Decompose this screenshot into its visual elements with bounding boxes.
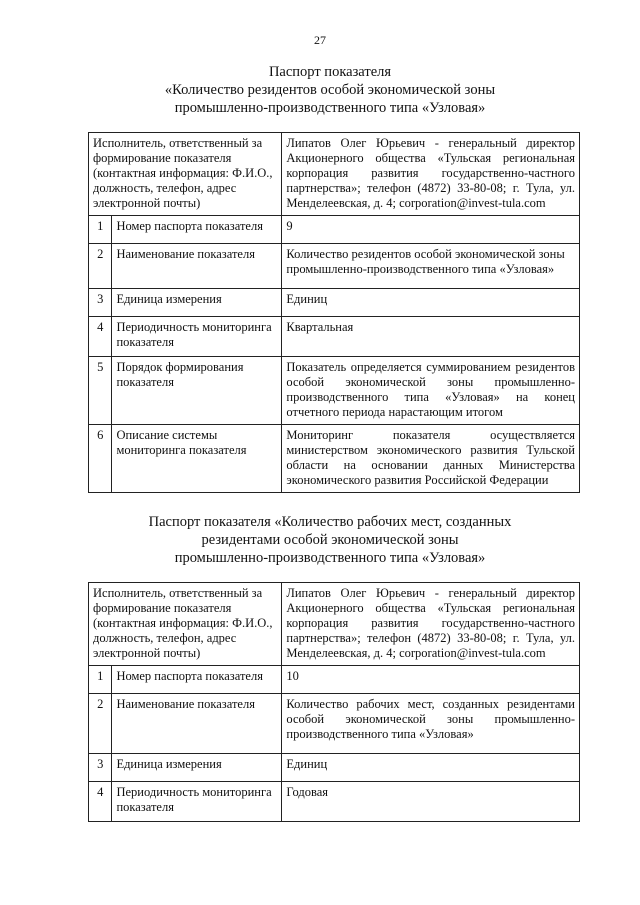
row-label: Порядок формирования показателя [112, 357, 282, 425]
title-line: Паспорт показателя «Количество рабочих мест, созданных [148, 514, 512, 530]
row-number: 2 [89, 694, 112, 754]
table-row [89, 754, 580, 782]
executor-value: Липатов Олег Юрьевич - генеральный директор Акционерного общества «Тульская региональная корпорация развития государственно-частного партнерства»; телефон (4872) 33-80-08; г. Тула, ул. Менделеевская, д. 4; corporation@invest-tula.com [282, 133, 580, 216]
row-label: Описание системы мониторинга показателя [112, 425, 282, 493]
row-number: 3 [89, 754, 112, 782]
row-value: Количество рабочих мест, созданных резидентами особой экономической зоны промышленно-производственного типа «Узловая» [282, 694, 580, 754]
row-label: Номер паспорта показателя [112, 216, 282, 244]
row-label: Периодичность мониторинга показателя [112, 317, 282, 357]
title-line: промышленно-производственного типа «Узловая» [174, 100, 486, 116]
row-value: Годовая [282, 782, 580, 822]
table-row [89, 216, 580, 244]
table-row [89, 317, 580, 357]
title-line: «Количество резидентов особой экономической зоны [164, 82, 496, 98]
row-label: Единица измерения [112, 754, 282, 782]
table-row [89, 133, 580, 216]
row-label: Номер паспорта показателя [112, 666, 282, 694]
table-row [89, 694, 580, 754]
executor-label: Исполнитель, ответственный за формирование показателя (контактная информация: Ф.И.О., должность, телефон, адрес электронной почты) [89, 133, 282, 216]
row-number: 3 [89, 289, 112, 317]
row-number: 1 [89, 666, 112, 694]
page-number: 27 [314, 33, 326, 47]
executor-value: Липатов Олег Юрьевич - генеральный директор Акционерного общества «Тульская региональная корпорация развития государственно-частного партнерства»; телефон (4872) 33-80-08; г. Тула, ул. Менделеевская, д. 4; corporation@invest-tula.com [282, 583, 580, 666]
row-label: Наименование показателя [112, 694, 282, 754]
row-value: Единиц [282, 289, 580, 317]
row-value: 10 [282, 666, 580, 694]
row-value: Квартальная [282, 317, 580, 357]
passport-title [80, 63, 580, 117]
row-number: 1 [89, 216, 112, 244]
row-label: Единица измерения [112, 289, 282, 317]
table-row [89, 782, 580, 822]
table-row [89, 357, 580, 425]
row-number: 4 [89, 317, 112, 357]
executor-label: Исполнитель, ответственный за формирование показателя (контактная информация: Ф.И.О., должность, телефон, адрес электронной почты) [89, 583, 282, 666]
table-row [89, 583, 580, 666]
passport-table [88, 582, 580, 822]
title-line: Паспорт показателя [268, 64, 392, 80]
row-value: Количество резидентов особой экономической зоны промышленно-производственного типа «Узловая» [282, 244, 580, 289]
row-value: 9 [282, 216, 580, 244]
row-value: Мониторинг показателя осуществляется министерством экономического развития Тульской области на основании данных Министерства экономического развития Российской Федерации [282, 425, 580, 493]
row-label: Периодичность мониторинга показателя [112, 782, 282, 822]
passport-title [80, 513, 580, 567]
row-value: Единиц [282, 754, 580, 782]
table-row [89, 289, 580, 317]
row-number: 4 [89, 782, 112, 822]
row-number: 2 [89, 244, 112, 289]
row-label: Наименование показателя [112, 244, 282, 289]
passport-table [88, 132, 580, 493]
row-value: Показатель определяется суммированием резидентов особой экономической зоны промышленно-производственного типа «Узловая» на конец отчетного периода нарастающим итогом [282, 357, 580, 425]
table-row [89, 425, 580, 493]
title-line: промышленно-производственного типа «Узловая» [174, 550, 486, 566]
row-number: 5 [89, 357, 112, 425]
title-line: резидентами особой экономической зоны [201, 532, 459, 548]
table-row [89, 244, 580, 289]
table-row [89, 666, 580, 694]
row-number: 6 [89, 425, 112, 493]
